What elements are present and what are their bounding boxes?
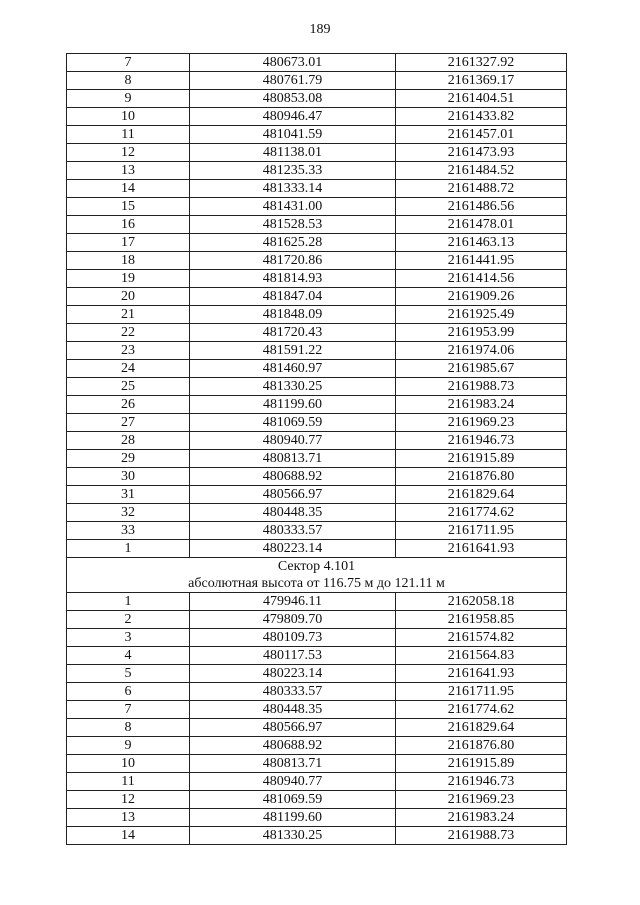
x-coordinate-cell: 480940.77 xyxy=(190,773,396,791)
x-coordinate-cell: 481591.22 xyxy=(190,342,396,360)
point-number-cell: 9 xyxy=(67,737,190,755)
y-coordinate-cell: 2161876.80 xyxy=(396,737,567,755)
point-number-cell: 14 xyxy=(67,827,190,845)
point-number-cell: 6 xyxy=(67,683,190,701)
table-row xyxy=(67,611,567,629)
x-coordinate-cell: 481041.59 xyxy=(190,126,396,144)
y-coordinate-cell: 2161915.89 xyxy=(396,755,567,773)
x-coordinate-cell: 481330.25 xyxy=(190,378,396,396)
y-coordinate-cell: 2161829.64 xyxy=(396,486,567,504)
x-coordinate-cell: 480813.71 xyxy=(190,755,396,773)
point-number-cell: 1 xyxy=(67,593,190,611)
point-number-cell: 20 xyxy=(67,288,190,306)
table-row xyxy=(67,755,567,773)
y-coordinate-cell: 2161958.85 xyxy=(396,611,567,629)
y-coordinate-cell: 2161641.93 xyxy=(396,665,567,683)
y-coordinate-cell: 2161641.93 xyxy=(396,540,567,558)
table-row xyxy=(67,773,567,791)
y-coordinate-cell: 2161953.99 xyxy=(396,324,567,342)
point-number-cell: 16 xyxy=(67,216,190,234)
point-number-cell: 22 xyxy=(67,324,190,342)
table-row xyxy=(67,701,567,719)
y-coordinate-cell: 2161484.52 xyxy=(396,162,567,180)
table-row xyxy=(67,252,567,270)
x-coordinate-cell: 481199.60 xyxy=(190,809,396,827)
table-row xyxy=(67,593,567,611)
point-number-cell: 7 xyxy=(67,54,190,72)
x-coordinate-cell: 481847.04 xyxy=(190,288,396,306)
y-coordinate-cell: 2162058.18 xyxy=(396,593,567,611)
sector-subtitle: абсолютная высота от 116.75 м до 121.11 м xyxy=(188,576,445,591)
x-coordinate-cell: 481235.33 xyxy=(190,162,396,180)
table-row xyxy=(67,324,567,342)
table-row xyxy=(67,72,567,90)
table-row xyxy=(67,360,567,378)
x-coordinate-cell: 481069.59 xyxy=(190,414,396,432)
coordinates-block-2 xyxy=(67,593,567,845)
y-coordinate-cell: 2161564.83 xyxy=(396,647,567,665)
y-coordinate-cell: 2161969.23 xyxy=(396,791,567,809)
x-coordinate-cell: 480223.14 xyxy=(190,665,396,683)
x-coordinate-cell: 479809.70 xyxy=(190,611,396,629)
table-row xyxy=(67,665,567,683)
point-number-cell: 13 xyxy=(67,809,190,827)
y-coordinate-cell: 2161925.49 xyxy=(396,306,567,324)
table-row xyxy=(67,737,567,755)
table-row xyxy=(67,198,567,216)
x-coordinate-cell: 480853.08 xyxy=(190,90,396,108)
x-coordinate-cell: 480940.77 xyxy=(190,432,396,450)
point-number-cell: 17 xyxy=(67,234,190,252)
x-coordinate-cell: 481069.59 xyxy=(190,791,396,809)
y-coordinate-cell: 2161486.56 xyxy=(396,198,567,216)
y-coordinate-cell: 2161988.73 xyxy=(396,827,567,845)
point-number-cell: 10 xyxy=(67,108,190,126)
x-coordinate-cell: 480761.79 xyxy=(190,72,396,90)
point-number-cell: 14 xyxy=(67,180,190,198)
x-coordinate-cell: 480117.53 xyxy=(190,647,396,665)
x-coordinate-cell: 481848.09 xyxy=(190,306,396,324)
point-number-cell: 10 xyxy=(67,755,190,773)
point-number-cell: 19 xyxy=(67,270,190,288)
x-coordinate-cell: 481199.60 xyxy=(190,396,396,414)
table-row xyxy=(67,396,567,414)
y-coordinate-cell: 2161463.13 xyxy=(396,234,567,252)
sector-header-row xyxy=(67,558,567,593)
table-row xyxy=(67,126,567,144)
y-coordinate-cell: 2161441.95 xyxy=(396,252,567,270)
x-coordinate-cell: 481720.86 xyxy=(190,252,396,270)
coordinates-table xyxy=(66,53,567,845)
table-row xyxy=(67,306,567,324)
y-coordinate-cell: 2161574.82 xyxy=(396,629,567,647)
y-coordinate-cell: 2161946.73 xyxy=(396,773,567,791)
point-number-cell: 3 xyxy=(67,629,190,647)
y-coordinate-cell: 2161711.95 xyxy=(396,522,567,540)
x-coordinate-cell: 480946.47 xyxy=(190,108,396,126)
point-number-cell: 30 xyxy=(67,468,190,486)
y-coordinate-cell: 2161985.67 xyxy=(396,360,567,378)
y-coordinate-cell: 2161983.24 xyxy=(396,396,567,414)
y-coordinate-cell: 2161369.17 xyxy=(396,72,567,90)
point-number-cell: 31 xyxy=(67,486,190,504)
table-row xyxy=(67,162,567,180)
y-coordinate-cell: 2161404.51 xyxy=(396,90,567,108)
page-number: 189 xyxy=(309,22,331,37)
table-row xyxy=(67,791,567,809)
x-coordinate-cell: 481330.25 xyxy=(190,827,396,845)
point-number-cell: 8 xyxy=(67,719,190,737)
point-number-cell: 21 xyxy=(67,306,190,324)
y-coordinate-cell: 2161774.62 xyxy=(396,504,567,522)
y-coordinate-cell: 2161974.06 xyxy=(396,342,567,360)
table-row xyxy=(67,540,567,558)
table-row xyxy=(67,90,567,108)
table-row xyxy=(67,432,567,450)
point-number-cell: 8 xyxy=(67,72,190,90)
x-coordinate-cell: 481138.01 xyxy=(190,144,396,162)
x-coordinate-cell: 480448.35 xyxy=(190,701,396,719)
point-number-cell: 24 xyxy=(67,360,190,378)
table-row xyxy=(67,809,567,827)
point-number-cell: 11 xyxy=(67,773,190,791)
y-coordinate-cell: 2161829.64 xyxy=(396,719,567,737)
y-coordinate-cell: 2161983.24 xyxy=(396,809,567,827)
table-row xyxy=(67,144,567,162)
y-coordinate-cell: 2161473.93 xyxy=(396,144,567,162)
x-coordinate-cell: 481720.43 xyxy=(190,324,396,342)
y-coordinate-cell: 2161711.95 xyxy=(396,683,567,701)
x-coordinate-cell: 481460.97 xyxy=(190,360,396,378)
table-row xyxy=(67,629,567,647)
table-row xyxy=(67,54,567,72)
table-row xyxy=(67,647,567,665)
x-coordinate-cell: 481528.53 xyxy=(190,216,396,234)
x-coordinate-cell: 479946.11 xyxy=(190,593,396,611)
x-coordinate-cell: 480333.57 xyxy=(190,683,396,701)
table-row xyxy=(67,216,567,234)
y-coordinate-cell: 2161433.82 xyxy=(396,108,567,126)
y-coordinate-cell: 2161327.92 xyxy=(396,54,567,72)
point-number-cell: 28 xyxy=(67,432,190,450)
table-row xyxy=(67,234,567,252)
point-number-cell: 23 xyxy=(67,342,190,360)
x-coordinate-cell: 480223.14 xyxy=(190,540,396,558)
y-coordinate-cell: 2161488.72 xyxy=(396,180,567,198)
sector-title: Сектор 4.101 xyxy=(277,559,356,574)
point-number-cell: 4 xyxy=(67,647,190,665)
table-row xyxy=(67,719,567,737)
y-coordinate-cell: 2161969.23 xyxy=(396,414,567,432)
point-number-cell: 11 xyxy=(67,126,190,144)
x-coordinate-cell: 481333.14 xyxy=(190,180,396,198)
point-number-cell: 32 xyxy=(67,504,190,522)
table-row xyxy=(67,522,567,540)
point-number-cell: 33 xyxy=(67,522,190,540)
point-number-cell: 25 xyxy=(67,378,190,396)
point-number-cell: 18 xyxy=(67,252,190,270)
y-coordinate-cell: 2161988.73 xyxy=(396,378,567,396)
table-row xyxy=(67,414,567,432)
y-coordinate-cell: 2161478.01 xyxy=(396,216,567,234)
y-coordinate-cell: 2161915.89 xyxy=(396,450,567,468)
y-coordinate-cell: 2161774.62 xyxy=(396,701,567,719)
table-row xyxy=(67,486,567,504)
x-coordinate-cell: 480813.71 xyxy=(190,450,396,468)
x-coordinate-cell: 481625.28 xyxy=(190,234,396,252)
point-number-cell: 13 xyxy=(67,162,190,180)
x-coordinate-cell: 480333.57 xyxy=(190,522,396,540)
point-number-cell: 2 xyxy=(67,611,190,629)
x-coordinate-cell: 480566.97 xyxy=(190,486,396,504)
x-coordinate-cell: 480448.35 xyxy=(190,504,396,522)
table-row xyxy=(67,180,567,198)
y-coordinate-cell: 2161457.01 xyxy=(396,126,567,144)
x-coordinate-cell: 481814.93 xyxy=(190,270,396,288)
point-number-cell: 29 xyxy=(67,450,190,468)
point-number-cell: 1 xyxy=(67,540,190,558)
point-number-cell: 26 xyxy=(67,396,190,414)
point-number-cell: 5 xyxy=(67,665,190,683)
y-coordinate-cell: 2161414.56 xyxy=(396,270,567,288)
table-row xyxy=(67,683,567,701)
x-coordinate-cell: 481431.00 xyxy=(190,198,396,216)
table-row xyxy=(67,288,567,306)
table-row xyxy=(67,342,567,360)
x-coordinate-cell: 480688.92 xyxy=(190,737,396,755)
point-number-cell: 9 xyxy=(67,90,190,108)
table-row xyxy=(67,827,567,845)
coordinates-block-1 xyxy=(67,54,567,558)
table-row xyxy=(67,270,567,288)
point-number-cell: 7 xyxy=(67,701,190,719)
y-coordinate-cell: 2161876.80 xyxy=(396,468,567,486)
point-number-cell: 12 xyxy=(67,144,190,162)
point-number-cell: 27 xyxy=(67,414,190,432)
sector-header-cell xyxy=(67,558,567,593)
sector-header-section xyxy=(67,558,567,593)
table-row xyxy=(67,450,567,468)
x-coordinate-cell: 480688.92 xyxy=(190,468,396,486)
table-row xyxy=(67,378,567,396)
x-coordinate-cell: 480109.73 xyxy=(190,629,396,647)
x-coordinate-cell: 480566.97 xyxy=(190,719,396,737)
table-row xyxy=(67,468,567,486)
y-coordinate-cell: 2161909.26 xyxy=(396,288,567,306)
table-row xyxy=(67,108,567,126)
point-number-cell: 15 xyxy=(67,198,190,216)
y-coordinate-cell: 2161946.73 xyxy=(396,432,567,450)
table-row xyxy=(67,504,567,522)
x-coordinate-cell: 480673.01 xyxy=(190,54,396,72)
point-number-cell: 12 xyxy=(67,791,190,809)
